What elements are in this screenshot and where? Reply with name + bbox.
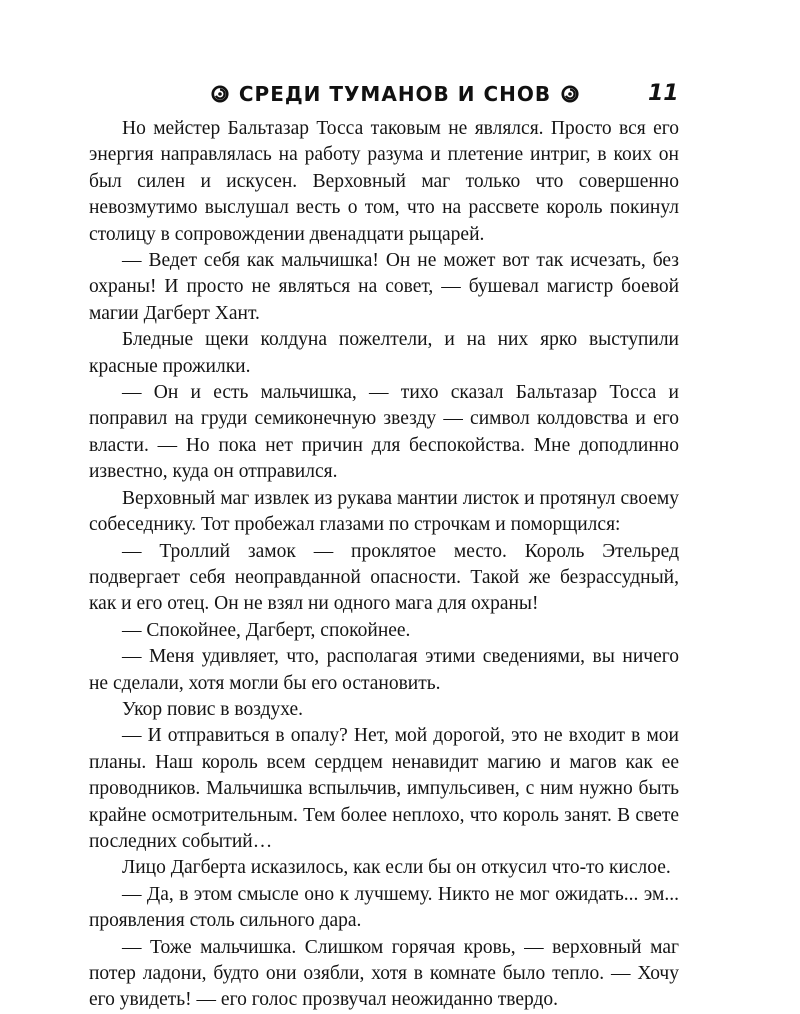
paragraph: Но мейстер Бальтазар Тосса таковым не являлся. Просто вся его энергия направлялась на работу разума и плетение интриг, в коих он был силен и искусен. Верховный маг только что совершенно невозмутимо выслушал весть о том, что на рассвете король покинул столицу в сопровождении двенадцати рыцарей. [89,118,679,245]
paragraph: — И отправиться в опалу? Нет, мой дорогой, это не входит в мои планы. Наш король всем сердцем ненавидит магию и магов как ее проводников. Мальчишка вспыльчив, импульсивен, с ним нужно быть крайне осмотрительным. Тем более неплохо, что король занят. В свете последних событий… [89,725,679,852]
paragraph: — Ведет себя как мальчишка! Он не может вот так исчезать, без охраны! И просто не являться на совет, — бушевал магистр боевой магии Дагберт Хант. [89,250,679,324]
page-number: 11 [648,81,679,106]
paragraph: — Тоже мальчишка. Слишком горячая кровь, — верховный маг потер ладони, будто они озябли, хотя в комнате было тепло. — Хочу его увидеть! — его голос прозвучал неожиданно твердо. [89,936,679,1011]
paragraph: — Да, в этом смысле оно к лучшему. Никто не мог ожидать... эм... проявления столь сильного дара. [89,883,679,932]
running-title-text: СРЕДИ ТУМАНОВ И СНОВ [238,82,552,106]
paragraph: Бледные щеки колдуна пожелтели, и на них ярко выступили красные прожилки. [89,329,679,377]
text-body [89,116,679,1014]
paragraph: — Меня удивляет, что, располагая этими сведениями, вы ничего не сделали, хотя могли бы его остановить. [89,646,679,694]
paragraph: Верховный маг извлек из рукава мантии листок и протянул своему собеседнику. Тот пробежал глазами по строчкам и поморщился: [89,487,679,536]
paragraph: — Троллий замок — проклятое место. Король Этельред подвергает себя неоправданной опасности. Такой же безрассудный, как и его отец. Он не взял ни одного мага для охраны! [89,540,679,615]
page-header [180,78,680,110]
running-title [180,78,610,110]
swirl-ornament-icon [561,85,579,103]
paragraph: Лицо Дагберта исказилось, как если бы он откусил что-то кислое. [122,857,671,879]
paragraph: — Спокойнее, Дагберт, спокойнее. [122,619,411,641]
swirl-ornament-icon [211,85,229,103]
paragraph: — Он и есть мальчишка, — тихо сказал Бальтазар Тосса и поправил на груди семиконечную звезду — символ колдовства и его власти. — Но пока нет причин для беспокойства. Мне доподлинно известно, куда он отправился. [89,382,679,483]
paragraph: Укор повис в воздухе. [122,698,304,720]
